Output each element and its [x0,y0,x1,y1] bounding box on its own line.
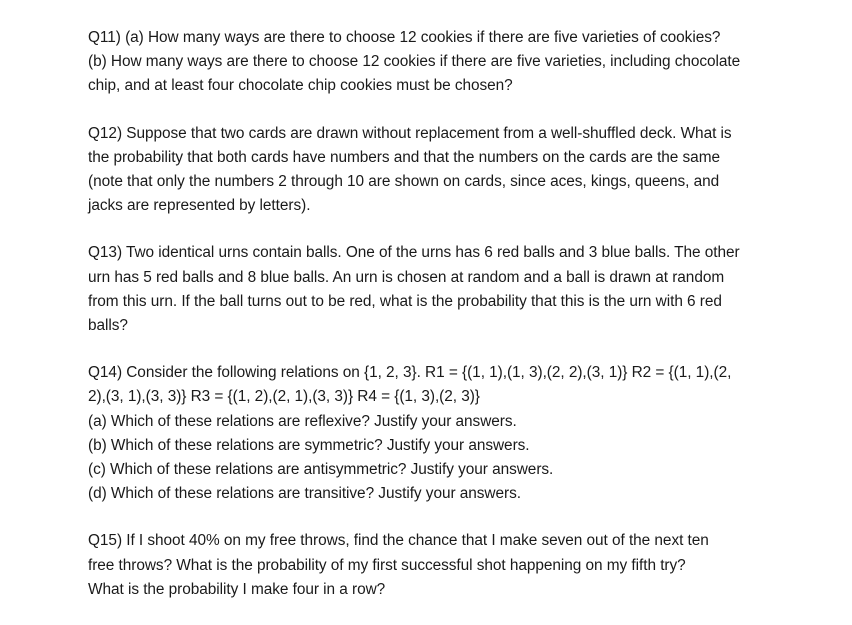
question-q12 [88,122,828,219]
question-line: urn has 5 red balls and 8 blue balls. An urn is chosen at random and a ball is drawn at random [88,268,725,286]
question-line: (b) Which of these relations are symmetric? Justify your answers. [88,436,530,454]
question-line: (a) Which of these relations are reflexive? Justify your answers. [88,412,517,430]
question-line: Q13) Two identical urns contain balls. One of the urns has 6 red balls and 3 blue balls. The other [88,244,740,262]
question-line: (d) Which of these relations are transitive? Justify your answers. [88,485,521,503]
question-line: Q11) (a) How many ways are there to choose 12 cookies if there are five varieties of cookies? [88,29,721,46]
question-line: (b) How many ways are there to choose 12 cookies if there are five varieties, including chocolate [88,53,741,71]
question-line: Q15) If I shoot 40% on my free throws, find the chance that I make seven out of the next ten [88,532,709,550]
question-q13 [88,241,828,338]
question-line: Q14) Consider the following relations on {1, 2, 3}. R1 = {(1, 1),(1, 3),(2, 2),(3, 1)} R2 = {(1, 1),(2, [88,364,732,382]
question-line: Q12) Suppose that two cards are drawn without replacement from a well-shuffled deck. What is [88,124,732,142]
question-line: chip, and at least four chocolate chip cookies must be chosen? [88,77,513,95]
question-line: from this urn. If the ball turns out to be red, what is the probability that this is the urn with 6 red [88,292,722,310]
document-page [88,26,828,625]
question-line: jacks are represented by letters). [88,197,311,215]
question-line: (c) Which of these relations are antisymmetric? Justify your answers. [88,461,554,479]
question-line: 2),(3, 1),(3, 3)} R3 = {(1, 2),(2, 1),(3, 3)} R4 = {(1, 3),(2, 3)} [88,388,480,406]
question-q14 [88,361,828,506]
question-q11 [88,26,828,99]
question-line: the probability that both cards have numbers and that the numbers on the cards are the same [88,148,720,166]
question-line: What is the probability I make four in a row? [88,580,386,598]
question-line: balls? [88,317,128,335]
question-q15 [88,529,828,602]
question-line: free throws? What is the probability of my first successful shot happening on my fifth try? [88,556,686,574]
question-line: (note that only the numbers 2 through 10 are shown on cards, since aces, kings, queens, and [88,173,720,191]
